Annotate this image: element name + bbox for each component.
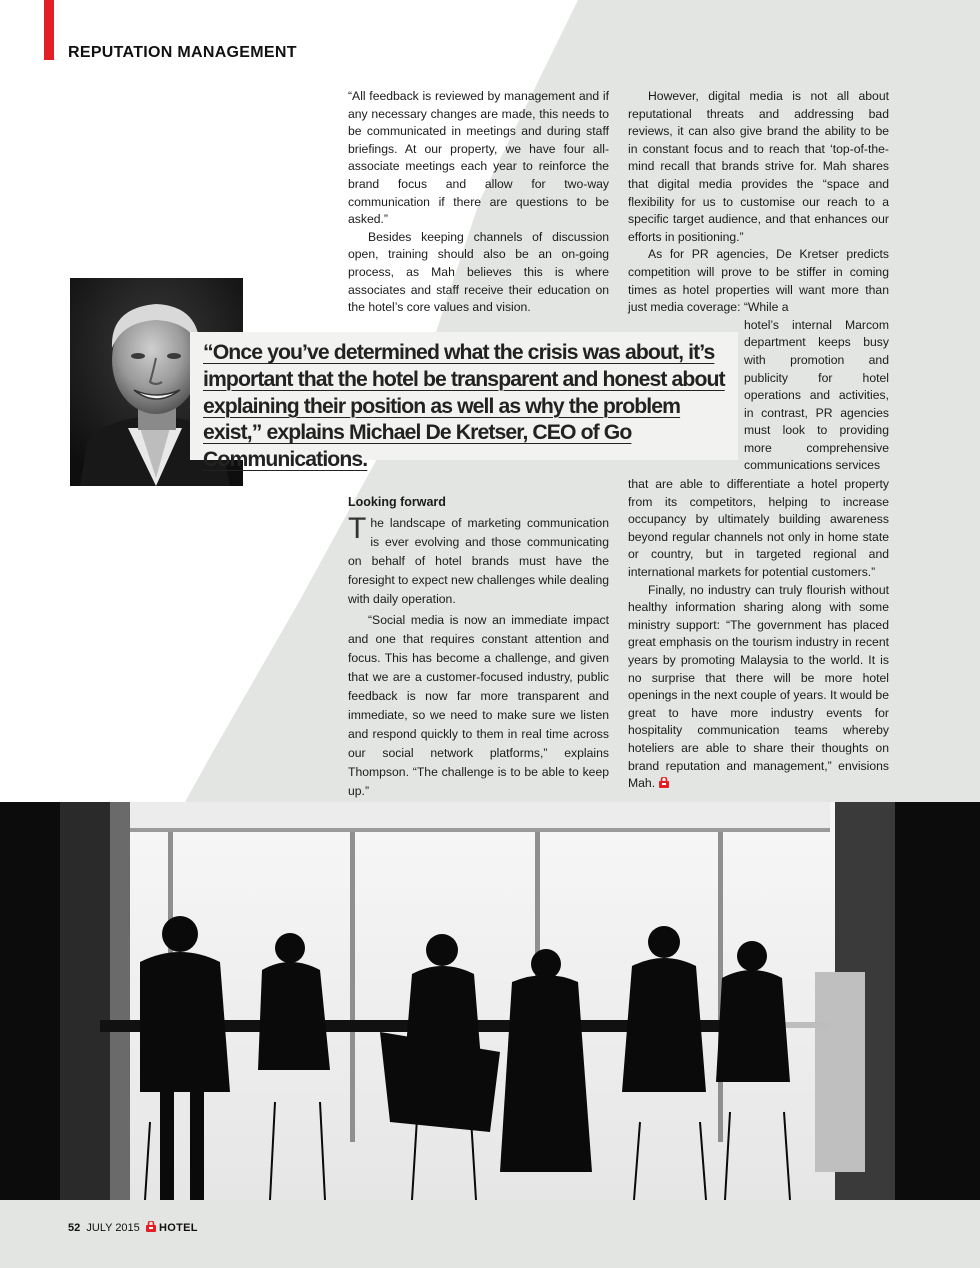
subheading: Looking forward (348, 495, 446, 509)
magazine-name: HOTEL (158, 1222, 198, 1234)
drop-cap: T (348, 511, 367, 545)
paragraph: Besides keeping channels of discussion open, training should also be an on-going process, as Mah believes this is where associates and staff receive their education on the hotel’s core values and vision. (348, 229, 609, 315)
paragraph: However, digital media is not all about reputational threats and addressing bad reviews, it can also give brand the ability to be in constant focus and to reach that ‘top-of-the-mind recall that brands strive for. Mah shares that digital media provides the “space and flexibility for us to customise our reach to a specific target audience, and that enhances our efforts in positioning.” (628, 89, 889, 244)
paragraph: As for PR agencies, De Kretser predicts competition will prove to be stiffer in coming times as hotel properties will want more than just media coverage: “While a (628, 247, 889, 315)
meeting-silhouette-photo (0, 802, 980, 1200)
paragraph: hotel’s internal Marcom department keeps busy with promotion and publicity for hotel operations and activities, in contrast, PR agencies must look to providing more comprehensive communications services (744, 317, 889, 473)
paragraph-text: Finally, no industry can truly flourish without healthy information sharing along with some ministry support: “The government has placed great emphasis on the tourism industry in recent years by promoting Malaysia to the world. It is no surprise that there will be more hotel openings in the next couple of years. It would be great to have more industry events for hospitality communication teams whereby hoteliers are able to share their thoughts on brand reputation and management,” envisions Mah. (628, 582, 889, 791)
article-column-1 (348, 88, 609, 317)
article-column-3 (628, 476, 889, 793)
section-title: REPUTATION MANAGEMENT (68, 44, 297, 61)
page-number: 52 (68, 1222, 81, 1234)
paragraph (348, 511, 609, 609)
issue-date: JULY 2015 (86, 1222, 140, 1234)
article-column-4 (348, 494, 609, 801)
accent-bar (44, 0, 54, 60)
pull-quote: “Once you’ve determined what the crisis was about, it’s important that the hotel be transparent and honest about explaining their position as well as why the problem exist,” explains Michael De Kretser, CEO of Go Communications. (203, 341, 725, 472)
hotel-logo-icon (146, 1221, 156, 1232)
page-footer (68, 1221, 198, 1234)
paragraph: “Social media is now an immediate impact and one that requires constant attention and focus. This has become a challenge, and given that we are a customer-focused industry, public feedback is now far more transparent and immediate, so we need to make sure we listen and respond quickly to them in real time across our social network platforms,” explains Thompson. “The challenge is to be able to keep up.” (348, 612, 609, 798)
paragraph: that are able to differentiate a hotel property from its competitors, helping to increase occupancy by ultimately building awareness beyond regular channels not only in home state or country, but in targeted regional and international markets for potential customers.” (628, 477, 889, 579)
paragraph-text: he landscape of marketing communication is ever evolving and those communicating on behalf of hotel brands must have the foresight to expect new challenges while dealing with daily operation. (348, 515, 609, 606)
paragraph-final (628, 582, 889, 793)
end-mark-icon (659, 777, 669, 788)
paragraph: “All feedback is reviewed by management and if any necessary changes are made, this needs to be communicated in meetings and during staff briefings. At our property, we have four all-associate meetings each year to reinforce the brand focus and allow for two-way communication if there are questions to be asked.” (348, 89, 609, 227)
